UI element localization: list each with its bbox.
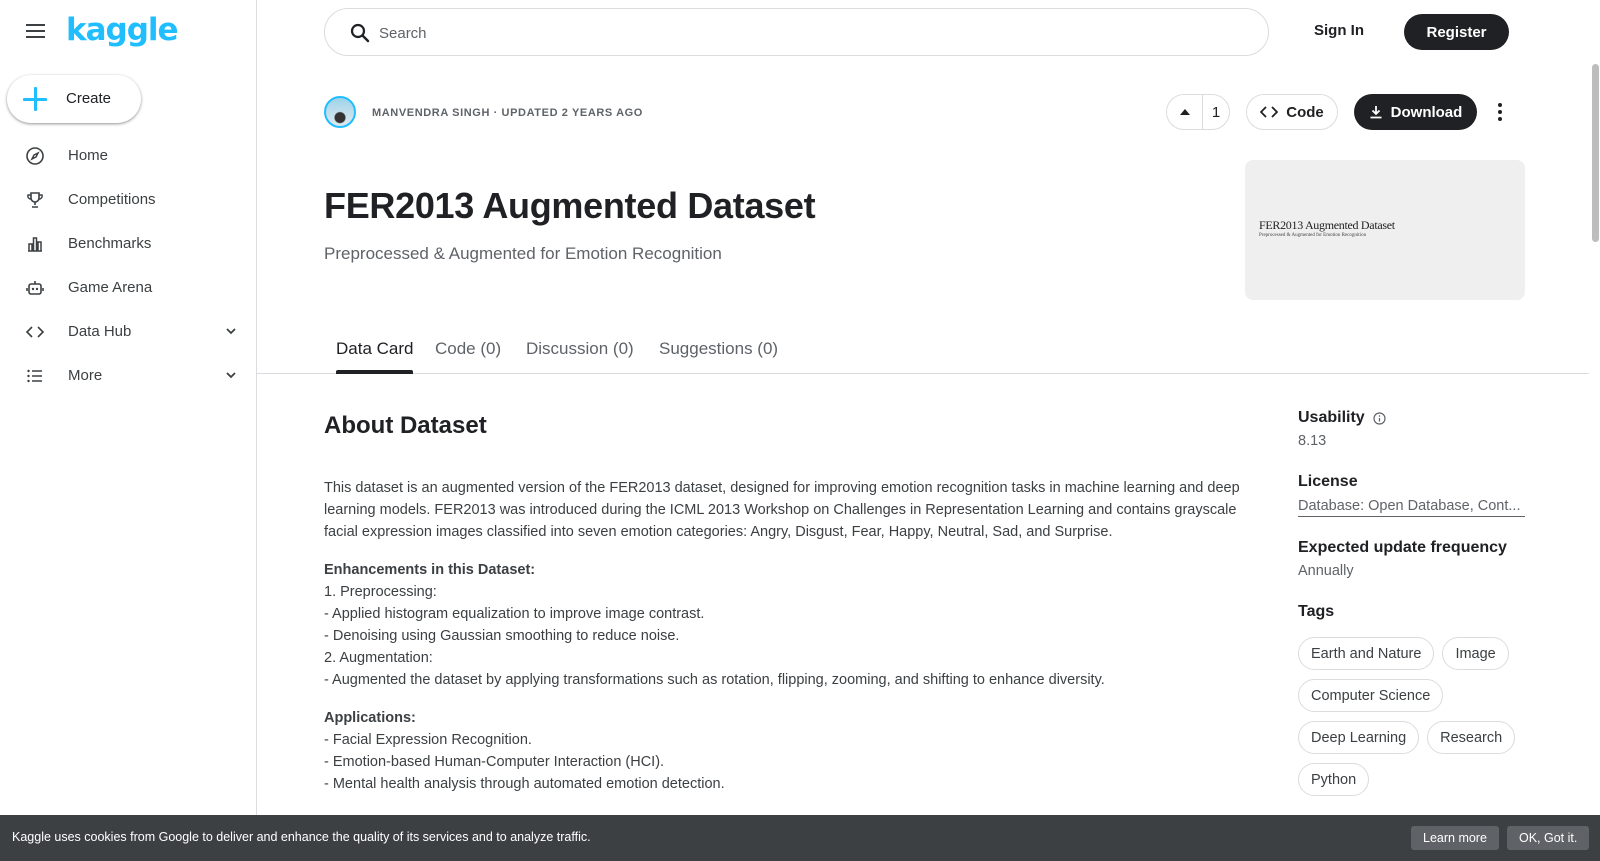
info-icon[interactable] — [1373, 412, 1386, 425]
metadata-rail — [1298, 409, 1525, 796]
search-input[interactable] — [379, 21, 1239, 45]
applications-heading: Applications: — [324, 710, 416, 726]
usability-value: 8.13 — [1298, 433, 1327, 449]
sidebar-item-benchmarks[interactable] — [0, 222, 256, 266]
sign-in-link[interactable]: Sign In — [1314, 22, 1364, 39]
enhancements-section — [324, 559, 1269, 691]
list-icon — [25, 366, 45, 386]
tab-label: Code (0) — [435, 339, 502, 358]
download-icon — [1369, 105, 1383, 119]
tag-python[interactable]: Python — [1298, 763, 1369, 796]
tab-label: Suggestions (0) — [659, 339, 779, 358]
upvote-control — [1166, 94, 1230, 130]
dataset-thumbnail — [1245, 160, 1525, 300]
avatar[interactable] — [324, 96, 356, 128]
enhancements-heading: Enhancements in this Dataset: — [324, 562, 536, 578]
tag-earth-and-nature[interactable]: Earth and Nature — [1298, 637, 1434, 670]
sidebar-item-label: Data Hub — [68, 323, 132, 340]
more-options-icon[interactable] — [1488, 97, 1512, 127]
enhancement-line: 2. Augmentation: — [324, 650, 433, 666]
code-icon — [25, 322, 45, 342]
sidebar-item-label: Benchmarks — [68, 235, 152, 252]
enhancement-line: 1. Preprocessing: — [324, 584, 437, 600]
thumbnail-subtitle: Preprocessed & Augmented for Emotion Recognition — [1259, 233, 1367, 238]
tab-code[interactable] — [435, 339, 501, 374]
applications-section — [324, 707, 1269, 795]
page-subtitle: Preprocessed & Augmented for Emotion Recognition — [324, 244, 722, 263]
trophy-icon — [25, 190, 45, 210]
chevron-down-icon[interactable] — [222, 322, 240, 340]
about-dataset-heading: About Dataset — [324, 412, 487, 439]
enhancement-line: - Augmented the dataset by applying transformations such as rotation, flipping, zooming, and shifting to enhance diversity. — [324, 672, 1105, 688]
enhancement-line: - Applied histogram equalization to improve image contrast. — [324, 606, 705, 622]
usability-heading — [1298, 409, 1525, 427]
usability-label: Usability — [1298, 409, 1365, 426]
code-icon — [1260, 105, 1278, 119]
tab-discussion[interactable] — [526, 339, 634, 374]
page-title: FER2013 Augmented Dataset — [324, 185, 816, 226]
tab-label: Discussion (0) — [526, 339, 634, 358]
robot-icon — [25, 278, 45, 298]
vote-count: 1 — [1211, 103, 1221, 121]
sidebar-item-competitions[interactable] — [0, 178, 256, 222]
download-button-label: Download — [1390, 103, 1463, 121]
sidebar-item-label: Competitions — [68, 191, 156, 208]
sidebar-item-more[interactable] — [0, 354, 256, 398]
sidebar-item-label: More — [68, 367, 103, 384]
compass-icon — [25, 146, 45, 166]
caret-up-icon — [1178, 105, 1192, 119]
download-button[interactable] — [1354, 94, 1477, 130]
tag-list — [1298, 637, 1528, 796]
tab-suggestions[interactable] — [659, 339, 778, 374]
sidebar-item-home[interactable] — [0, 134, 256, 178]
dataset-description — [324, 477, 1269, 811]
tag-research[interactable]: Research — [1427, 721, 1515, 754]
cookie-message: Kaggle uses cookies from Google to deliver and enhance the quality of its services and to analyze traffic. — [12, 830, 591, 844]
create-label: Create — [66, 90, 112, 107]
update-frequency-value: Annually — [1298, 563, 1354, 579]
sidebar-item-label: Game Arena — [68, 279, 153, 296]
sidebar-item-data-hub[interactable] — [0, 310, 256, 354]
ok-got-it-button[interactable]: OK, Got it. — [1507, 826, 1589, 850]
scrollbar-thumb[interactable] — [1592, 64, 1599, 242]
tags-heading: Tags — [1298, 603, 1335, 620]
application-line: - Mental health analysis through automated emotion detection. — [324, 776, 725, 792]
tab-bar — [257, 330, 1589, 374]
kaggle-logo[interactable]: kaggle — [66, 12, 178, 48]
search-icon — [349, 22, 371, 44]
bar-chart-icon — [25, 234, 45, 254]
license-heading: License — [1298, 473, 1358, 490]
tab-data-card[interactable] — [336, 339, 413, 374]
register-button[interactable]: Register — [1404, 14, 1509, 50]
application-line: - Facial Expression Recognition. — [324, 732, 532, 748]
sidebar-nav — [0, 134, 256, 398]
sidebar-item-game-arena[interactable] — [0, 266, 256, 310]
intro-paragraph: This dataset is an augmented version of the FER2013 dataset, designed for improving emotion recognition tasks in machine learning and deep learning models. FER2013 was introduced during the ICML 2013 Workshop on Challenges in Representation Learning and contains grayscale facial expression images classified into seven emotion categories: Angry, Disgust, Fear, Happy, Neutral, Sad, and Surprise. — [324, 480, 1240, 540]
tag-deep-learning[interactable]: Deep Learning — [1298, 721, 1419, 754]
update-frequency-heading: Expected update frequency — [1298, 539, 1507, 556]
author-updated-line: MANVENDRA SINGH · UPDATED 2 YEARS AGO — [372, 107, 643, 119]
enhancement-line: - Denoising using Gaussian smoothing to reduce noise. — [324, 628, 680, 644]
thumbnail-title: FER2013 Augmented Dataset — [1259, 218, 1395, 232]
page-scrollbar — [1589, 0, 1600, 815]
code-button-label: Code — [1286, 103, 1324, 121]
application-line: - Emotion-based Human-Computer Interaction (HCI). — [324, 754, 665, 770]
tag-image[interactable]: Image — [1442, 637, 1508, 670]
chevron-down-icon[interactable] — [222, 366, 240, 384]
sidebar-item-label: Home — [68, 147, 109, 164]
sidebar — [0, 0, 257, 861]
learn-more-button[interactable]: Learn more — [1411, 826, 1499, 850]
upvote-button[interactable] — [1167, 95, 1203, 129]
active-tab-indicator — [336, 370, 413, 374]
code-button[interactable] — [1246, 94, 1338, 130]
tab-label: Data Card — [336, 339, 414, 358]
plus-icon — [23, 87, 47, 111]
hamburger-menu-icon[interactable] — [22, 20, 50, 44]
cookie-banner — [0, 815, 1600, 861]
license-link[interactable]: Database: Open Database, Cont... — [1298, 498, 1525, 517]
tag-computer-science[interactable]: Computer Science — [1298, 679, 1443, 712]
create-button[interactable] — [7, 75, 141, 123]
search-bar[interactable] — [324, 8, 1269, 56]
